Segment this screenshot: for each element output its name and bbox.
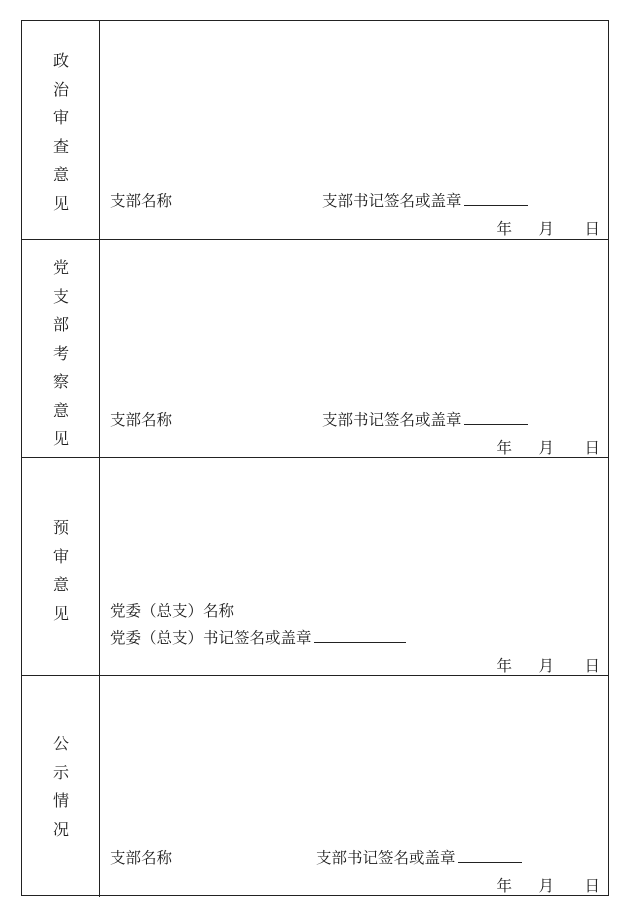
signature-label: 党委（总支）书记签名或盖章 (110, 626, 406, 648)
month-label: 月 (538, 220, 554, 238)
label-char: 治 (52, 79, 69, 99)
year-label: 年 (496, 220, 512, 238)
branch-inspection-label-cell (22, 240, 100, 457)
approval-form-table (21, 20, 609, 896)
public-notice-label-cell (22, 676, 100, 897)
public-notice-row (22, 676, 608, 897)
pre-review-row (22, 458, 608, 676)
day-label: 日 (584, 220, 600, 238)
year-label: 年 (496, 439, 512, 457)
signature-blank[interactable] (464, 191, 528, 206)
signature-label: 支部书记签名或盖章 (316, 846, 522, 868)
public-notice-label (22, 730, 100, 844)
date-line (496, 654, 600, 676)
date-line (496, 436, 600, 458)
branch-inspection-content[interactable] (100, 240, 608, 457)
branch-name-label: 支部名称 (110, 411, 173, 429)
label-char: 查 (52, 136, 69, 156)
label-char: 况 (52, 819, 69, 839)
label-char: 党 (52, 258, 69, 277)
label-char: 情 (52, 791, 69, 810)
label-char: 见 (52, 193, 69, 213)
day-label: 日 (584, 877, 600, 895)
signature-label: 支部书记签名或盖章 (322, 189, 528, 211)
party-committee-name-label: 党委（总支）名称 (110, 602, 235, 620)
political-review-label (22, 47, 100, 218)
label-char: 审 (52, 546, 69, 566)
date-line (496, 217, 600, 239)
public-notice-content[interactable] (100, 676, 608, 897)
label-char: 意 (52, 165, 69, 184)
label-char: 察 (52, 372, 69, 391)
label-char: 见 (52, 429, 69, 448)
signature-label: 支部书记签名或盖章 (322, 408, 528, 430)
political-review-label-cell (22, 21, 100, 239)
label-char: 支 (52, 286, 69, 306)
political-review-content[interactable] (100, 21, 608, 239)
label-char: 公 (52, 734, 69, 753)
label-char: 意 (52, 575, 69, 594)
branch-inspection-row (22, 240, 608, 458)
year-label: 年 (496, 657, 512, 675)
pre-review-label-cell (22, 458, 100, 675)
branch-name-label: 支部名称 (110, 192, 173, 210)
pre-review-label (22, 514, 100, 628)
signature-blank[interactable] (464, 410, 528, 425)
day-label: 日 (584, 439, 600, 457)
signature-blank[interactable] (314, 628, 406, 643)
day-label: 日 (584, 657, 600, 675)
label-char: 政 (52, 51, 69, 70)
signature-blank[interactable] (458, 848, 522, 863)
political-review-row (22, 21, 608, 240)
label-char: 预 (52, 518, 69, 537)
month-label: 月 (538, 877, 554, 895)
month-label: 月 (538, 439, 554, 457)
branch-name-label: 支部名称 (110, 849, 173, 867)
branch-inspection-label (22, 254, 100, 454)
label-char: 考 (52, 343, 69, 363)
label-char: 见 (52, 603, 69, 623)
month-label: 月 (538, 657, 554, 675)
label-char: 部 (52, 315, 69, 334)
label-char: 示 (52, 762, 69, 782)
year-label: 年 (496, 877, 512, 895)
date-line (496, 874, 600, 896)
label-char: 审 (52, 108, 69, 127)
pre-review-content[interactable] (100, 458, 608, 675)
label-char: 意 (52, 400, 69, 420)
